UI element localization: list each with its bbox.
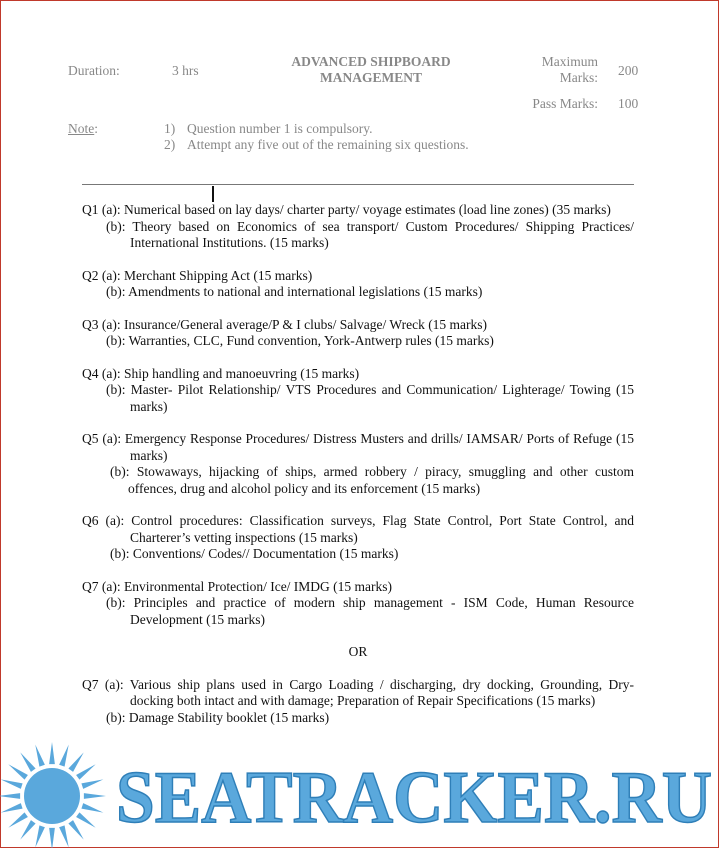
sun-ray bbox=[81, 779, 103, 789]
question-4-part-a: Q4 (a): Ship handling and manoeuvring (15 marks) bbox=[82, 365, 360, 381]
question-6-part-b: (b): Conventions/ Codes// Documentation (15 marks) bbox=[110, 546, 399, 561]
exam-title-line1: ADVANCED SHIPBOARD bbox=[291, 54, 451, 69]
sun-ray bbox=[76, 812, 96, 827]
note-colon: : bbox=[94, 121, 99, 136]
question-2-part-b: (b): Amendments to national and international legislations (15 marks) bbox=[106, 284, 483, 299]
question-2 bbox=[82, 268, 634, 301]
question-4 bbox=[82, 366, 634, 416]
question-7-alternative bbox=[82, 677, 634, 727]
note-2-text: Attempt any five out of the remaining six questions. bbox=[187, 137, 469, 152]
question-7-alt-part-a: Q7 (a): Various ship plans used in Cargo Loading / discharging, dry docking, Grounding, Dry-docking both intact and with damage; Preparation of Repair Specifications (15 marks) bbox=[82, 676, 634, 708]
sun-ray bbox=[1, 779, 23, 789]
question-5 bbox=[82, 431, 634, 497]
sun-ray bbox=[8, 812, 28, 827]
max-marks-label-line2: Marks: bbox=[559, 70, 598, 85]
header-divider bbox=[82, 184, 634, 185]
question-7-alt-part-b: (b): Damage Stability booklet (15 marks) bbox=[106, 709, 330, 725]
question-list bbox=[82, 202, 634, 742]
watermark-text: SEATRACKER.RU bbox=[116, 757, 712, 839]
pass-marks-label: Pass Marks: bbox=[532, 96, 598, 111]
note-1-text: Question number 1 is compulsory. bbox=[187, 121, 373, 136]
question-7 bbox=[82, 579, 634, 629]
max-marks-value: 200 bbox=[618, 63, 639, 78]
note-2-number: 2) bbox=[164, 137, 176, 152]
sun-ray bbox=[20, 820, 35, 840]
sun-ray bbox=[35, 745, 45, 767]
sun-ray bbox=[81, 803, 103, 813]
sun-ray bbox=[20, 752, 35, 772]
note-label: Note bbox=[68, 121, 95, 136]
sun-ray bbox=[76, 764, 96, 779]
question-4-part-b: (b): Master- Pilot Relationship/ VTS Procedures and Communication/ Lighterage/ Towing (15 marks) bbox=[106, 382, 634, 414]
question-1 bbox=[82, 202, 634, 252]
sun-ray bbox=[1, 803, 23, 813]
sun-ray bbox=[49, 742, 55, 764]
exam-title-line2: MANAGEMENT bbox=[320, 70, 422, 85]
sun-logo-icon bbox=[0, 742, 106, 848]
text-cursor bbox=[212, 186, 214, 202]
sun-ray bbox=[59, 745, 69, 767]
sun-ray bbox=[84, 793, 106, 799]
question-5-part-b: (b): Stowaways, hijacking of ships, armed robbery / piracy, smuggling and other custom offences, drug and alcohol policy and its enforcement (15 marks) bbox=[110, 464, 634, 496]
sun-ray bbox=[68, 820, 83, 840]
max-marks-label-line1: Maximum bbox=[541, 54, 598, 69]
question-6-part-a: Q6 (a): Control procedures: Classification surveys, Flag State Control, Port State Control, and Charterer’s vetting inspections (15 marks) bbox=[82, 513, 634, 545]
question-7-part-a: Q7 (a): Environmental Protection/ Ice/ IMDG (15 marks) bbox=[82, 578, 393, 594]
sun-ray bbox=[68, 752, 83, 772]
question-3 bbox=[82, 317, 634, 350]
question-1-part-a: Q1 (a): Numerical based on lay days/ charter party/ voyage estimates (load line zones) (35 marks) bbox=[82, 202, 611, 217]
max-marks-label bbox=[520, 54, 598, 86]
or-separator: OR bbox=[348, 644, 368, 659]
sun-ray bbox=[0, 793, 20, 799]
note-1-number: 1) bbox=[164, 121, 176, 136]
question-3-part-a: Q3 (a): Insurance/General average/P & I clubs/ Salvage/ Wreck (15 marks) bbox=[82, 316, 488, 332]
sun-ray bbox=[49, 828, 55, 848]
question-7-part-b: (b): Principles and practice of modern ship management - ISM Code, Human Resource Development (15 marks) bbox=[106, 595, 634, 627]
note-heading bbox=[68, 121, 98, 137]
sun-ray bbox=[8, 764, 28, 779]
duration-label: Duration: bbox=[68, 63, 120, 78]
sun-ray bbox=[59, 825, 69, 847]
pass-marks-value: 100 bbox=[618, 96, 639, 111]
watermark bbox=[0, 740, 719, 848]
question-3-part-b: (b): Warranties, CLC, Fund convention, York-Antwerp rules (15 marks) bbox=[106, 333, 494, 348]
question-1-part-b: (b): Theory based on Economics of sea transport/ Custom Procedures/ Shipping Practices/ International Institutions. (15 marks) bbox=[106, 218, 634, 250]
question-6 bbox=[82, 513, 634, 563]
exam-title bbox=[266, 54, 476, 86]
duration-value: 3 hrs bbox=[172, 63, 199, 78]
question-2-part-a: Q2 (a): Merchant Shipping Act (15 marks) bbox=[82, 267, 313, 283]
question-5-part-a: Q5 (a): Emergency Response Procedures/ Distress Musters and drills/ IAMSAR/ Ports of Refuge (15 marks) bbox=[82, 431, 634, 463]
sun-ray bbox=[35, 825, 45, 847]
